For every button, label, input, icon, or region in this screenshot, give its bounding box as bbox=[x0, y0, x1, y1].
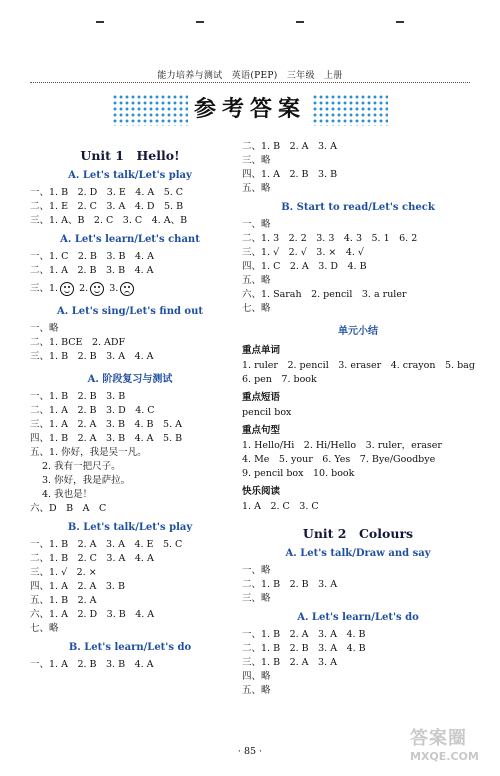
page-number: · 85 · bbox=[237, 746, 263, 757]
title-banner bbox=[112, 92, 388, 128]
answer-line: 二、1. 3 2. 2 3. 3 4. 3 5. 1 6. 2 bbox=[242, 233, 418, 244]
answer-line: 一、略 bbox=[242, 219, 271, 230]
smiley-face-icon bbox=[90, 282, 104, 296]
answer-line: 四、1. C 2. A 3. D 4. B bbox=[242, 261, 367, 272]
section-heading: A. Let's learn/Let's chant bbox=[60, 234, 200, 245]
watermark-logo bbox=[410, 728, 492, 772]
answer-line: 二、1. B 2. B 3. A bbox=[242, 579, 338, 590]
answer-line-faces bbox=[30, 278, 230, 300]
answer-line: 四、略 bbox=[242, 671, 271, 682]
section-heading: B. Start to read/Let's check bbox=[281, 202, 435, 213]
section-heading: B. Let's talk/Let's play bbox=[67, 522, 193, 533]
section-heading: A. Let's learn/Let's do bbox=[297, 612, 419, 623]
answer-line: 2. 我有一把尺子。 bbox=[42, 461, 121, 472]
answer-line: 二、1. B 2. B 3. A 4. B bbox=[242, 643, 366, 654]
answer-line: 二、1. B 2. C 3. A 4. A bbox=[30, 553, 154, 564]
answer-line: 三、1. A 2. A 3. B 4. B 5. A bbox=[30, 419, 182, 430]
section-heading: 单元小结 bbox=[338, 326, 378, 337]
answer-line: 1. Hello/Hi 2. Hi/Hello 3. ruler，eraser bbox=[242, 440, 442, 451]
left-column bbox=[30, 140, 230, 672]
answer-line: 四、1. A 2. B 3. B bbox=[242, 169, 338, 180]
answer-line: pencil box bbox=[242, 407, 292, 418]
watermark-url: MXQE.COM bbox=[410, 750, 479, 763]
answer-line: 五、1. 你好，我是吴一凡。 bbox=[30, 447, 147, 458]
answer-line: 4. Me 5. your 6. Yes 7. Bye/Goodbye bbox=[242, 454, 436, 465]
answer-line: 六、1. Sarah 2. pencil 3. a ruler bbox=[242, 289, 407, 300]
answer-line: 一、略 bbox=[242, 565, 271, 576]
answer-line: 4. 我也是！ bbox=[42, 489, 93, 500]
answer-line: 三、1. A、B 2. C 3. C 4. A、B bbox=[30, 215, 188, 226]
answer-line: 二、1. E 2. C 3. A 4. D 5. B bbox=[30, 201, 184, 212]
answer-line: 三、1. B 2. B 3. A 4. A bbox=[30, 351, 154, 362]
answer-line: 三、略 bbox=[242, 155, 271, 166]
sad-face-icon bbox=[120, 282, 134, 296]
answer-line: 七、略 bbox=[242, 303, 271, 314]
answer-line: 9. pencil box 10. book bbox=[242, 468, 355, 479]
running-header: 能力培养与测试 英语(PEP) 三年级 上册 bbox=[157, 71, 343, 81]
section-heading: A. Let's talk/Let's play bbox=[68, 170, 192, 181]
answer-line: 三、1. B 2. A 3. A bbox=[242, 657, 337, 668]
answer-line: 五、略 bbox=[242, 275, 271, 286]
section-heading: A. 阶段复习与测试 bbox=[87, 374, 173, 385]
top-crop-marks bbox=[0, 18, 500, 28]
section-heading: B. Let's learn/Let's do bbox=[68, 642, 192, 653]
answer-line: 六、D B A C bbox=[30, 503, 107, 514]
page-title: 参考答案 bbox=[193, 96, 306, 122]
answer-line: 二、1. BCE 2. ADF bbox=[30, 337, 126, 348]
answer-line: 一、1. B 2. D 3. E 4. A 5. C bbox=[30, 187, 184, 198]
dot-pattern-left bbox=[112, 94, 188, 126]
answer-line: 七、略 bbox=[30, 623, 59, 634]
answer-line: 四、1. B 2. A 3. B 4. A 5. B bbox=[30, 433, 183, 444]
unit-heading: Unit 2 Colours bbox=[302, 526, 414, 541]
answer-line: 一、1. B 2. A 3. A 4. B bbox=[242, 629, 366, 640]
answer-line: 1. ruler 2. pencil 3. eraser 4. crayon 5. bag bbox=[242, 360, 475, 371]
answer-line: 一、1. C 2. B 3. B 4. A bbox=[30, 251, 154, 262]
answer-line: 1. A 2. C 3. C bbox=[242, 501, 319, 512]
header-divider bbox=[30, 82, 470, 83]
answer-line: 一、略 bbox=[30, 323, 59, 334]
answer-line: 三、1. √ 2. √ 3. × 4. √ bbox=[242, 247, 364, 258]
subsection-label: 快乐阅读 bbox=[242, 486, 281, 497]
answer-line: 二、1. B 2. A 3. A bbox=[242, 141, 337, 152]
answer-line: 六、1. A 2. D 3. B 4. A bbox=[30, 609, 155, 620]
right-column bbox=[242, 140, 474, 698]
section-heading: A. Let's sing/Let's find out bbox=[56, 306, 203, 317]
answer-line: 3. 你好，我是萨拉。 bbox=[42, 475, 131, 486]
answer-line: 五、略 bbox=[242, 685, 271, 696]
answer-line: 一、1. B 2. B 3. B bbox=[30, 391, 126, 402]
answer-line: 五、略 bbox=[242, 183, 271, 194]
subsection-label: 重点单词 bbox=[242, 345, 281, 356]
answer-prefix: 3. bbox=[109, 283, 119, 294]
answer-line: 二、1. A 2. B 3. D 4. C bbox=[30, 405, 155, 416]
subsection-label: 重点短语 bbox=[242, 392, 281, 403]
answer-line: 三、略 bbox=[242, 593, 271, 604]
answer-line: 五、1. B 2. A bbox=[30, 595, 97, 606]
subsection-label: 重点句型 bbox=[242, 425, 281, 436]
answer-line: 一、1. B 2. A 3. A 4. E 5. C bbox=[30, 539, 183, 550]
smiley-face-icon bbox=[60, 282, 74, 296]
section-heading: A. Let's talk/Draw and say bbox=[285, 548, 431, 559]
answer-line: 6. pen 7. book bbox=[242, 374, 317, 385]
unit-heading: Unit 1 Hello! bbox=[80, 148, 180, 163]
answer-line: 四、1. A 2. A 3. B bbox=[30, 581, 125, 592]
answer-line: 一、1. A 2. B 3. B 4. A bbox=[30, 659, 154, 670]
answer-prefix: 三、1. bbox=[30, 283, 59, 294]
answer-line: 三、1. √ 2. × bbox=[30, 567, 97, 578]
answer-prefix: 2. bbox=[79, 283, 89, 294]
answer-line: 二、1. A 2. B 3. B 4. A bbox=[30, 265, 154, 276]
watermark-text: 答案圈 bbox=[410, 728, 467, 749]
dot-pattern-right bbox=[312, 94, 388, 126]
